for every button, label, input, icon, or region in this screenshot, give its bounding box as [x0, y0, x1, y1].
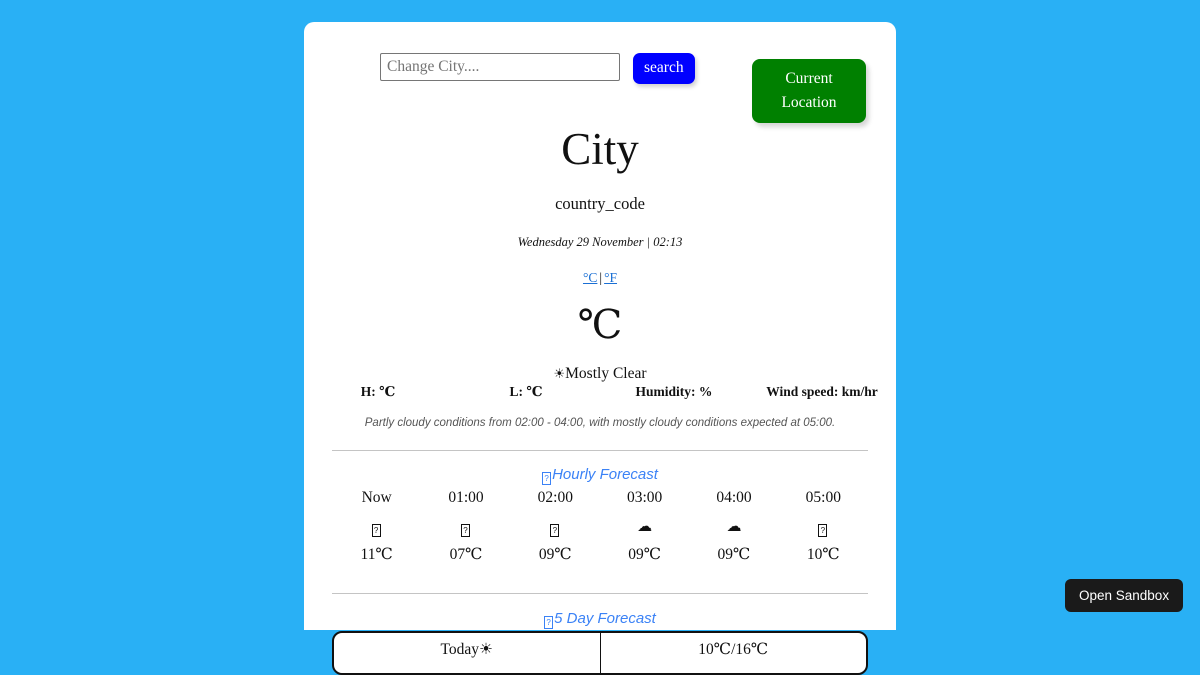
hourly-forecast-row: [332, 490, 868, 562]
unit-celsius-link[interactable]: °C: [582, 270, 598, 285]
hourly-weather-icon: [779, 518, 868, 536]
divider-hourly: [332, 450, 868, 451]
country-code: country_code: [555, 194, 645, 213]
weather-description: Partly cloudy conditions from 02:00 - 04:00, with mostly cloudy conditions expected at 05:00.: [364, 417, 836, 429]
hourly-time: 05:00: [805, 489, 841, 506]
hourly-time: 04:00: [716, 489, 752, 506]
stat-low: L: ℃: [509, 384, 543, 399]
divider-fiveday: [332, 593, 868, 594]
five-day-forecast-table: [332, 631, 868, 675]
table-row: [334, 633, 866, 673]
five-day-forecast-title-label: 5 Day Forecast: [554, 610, 656, 627]
current-temperature: ℃: [577, 302, 623, 347]
stat-wind-speed: Wind speed: km/hr: [766, 384, 878, 399]
hourly-item: [332, 490, 421, 562]
current-condition: [304, 365, 896, 383]
hourly-temp: 11℃: [360, 545, 393, 563]
unit-separator: |: [599, 270, 603, 285]
hourly-temp: 09℃: [628, 545, 662, 563]
search-button[interactable]: search: [633, 53, 695, 84]
stat-humidity: Humidity: %: [635, 384, 713, 399]
hourly-forecast-title: [304, 466, 896, 485]
current-location-button[interactable]: Current Location: [752, 59, 866, 123]
hourly-item: [511, 490, 600, 562]
hourly-time: Now: [361, 489, 392, 506]
search-row: [380, 53, 695, 84]
hourly-item: [779, 490, 868, 562]
hourly-temp: 10℃: [806, 545, 840, 563]
five-day-forecast-title: [304, 610, 896, 629]
forecast-temps: 10℃/16℃: [698, 641, 769, 658]
weather-app-card: [304, 22, 896, 658]
sun-icon: ☀: [553, 366, 566, 381]
hourly-temp: 09℃: [717, 545, 751, 563]
hourly-temp: 07℃: [449, 545, 483, 563]
stat-high: H: ℃: [360, 384, 396, 399]
hourly-weather-icon: [511, 518, 600, 536]
hourly-item: [689, 490, 778, 562]
hourly-temp: 09℃: [538, 545, 572, 563]
condition-label: Mostly Clear: [565, 365, 647, 382]
unit-toggle: [304, 270, 896, 286]
hourly-time: 01:00: [448, 489, 484, 506]
clock-icon: [542, 472, 551, 485]
hourly-item: [600, 490, 689, 562]
hourly-item: [421, 490, 510, 562]
date-time: Wednesday 29 November | 02:13: [517, 235, 683, 249]
hourly-time: 03:00: [626, 489, 663, 506]
main-weather-info: [304, 124, 896, 383]
unit-fahrenheit-link[interactable]: °F: [604, 270, 618, 285]
city-name: City: [561, 124, 639, 174]
hourly-weather-icon: [332, 518, 421, 536]
forecast-day: Today☀: [334, 633, 601, 673]
hourly-time: 02:00: [537, 489, 573, 506]
cloud-icon: ☁: [637, 518, 653, 535]
calendar-icon: [544, 616, 553, 629]
open-sandbox-button[interactable]: Open Sandbox: [1065, 579, 1183, 612]
hourly-forecast-title-label: Hourly Forecast: [552, 466, 658, 483]
weather-stats-row: [304, 384, 896, 400]
cloud-icon: ☁: [726, 518, 742, 535]
hourly-weather-icon: [421, 518, 510, 536]
search-input[interactable]: [380, 53, 620, 81]
